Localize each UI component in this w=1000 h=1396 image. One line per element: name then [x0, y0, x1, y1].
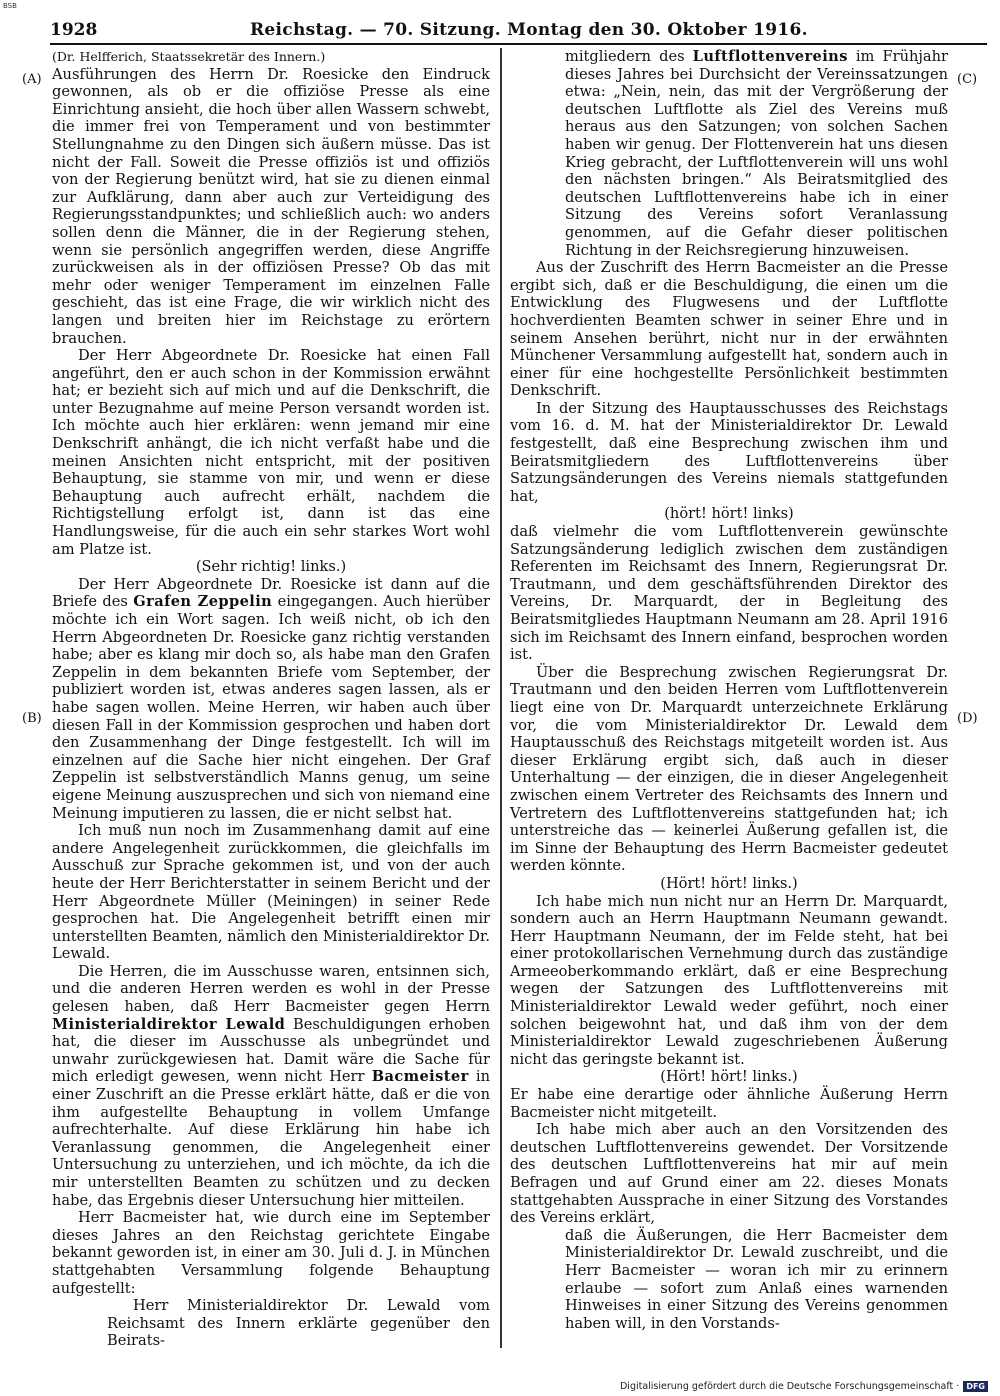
running-header: [50, 18, 987, 42]
paragraph: In der Sitzung des Hauptausschusses des Reichstags vom 16. d. M. hat der Ministerialdirektor Dr. Lewald festgestellt, daß eine Besprechung zwischen ihm und Beiratsmitgliedern des Luftflottenvereins über Satzungsänderungen des Vereins niemals stattgefunden hat,: [510, 399, 948, 505]
paragraph: daß vielmehr die vom Luftflottenverein gewünschte Satzungsänderung lediglich zwischen dem zuständigen Referenten im Reichsamt des Innern, Regierungsrat Dr. Trautmann, und dem geschäftsführenden Direktor des Vereins, Dr. Marquardt, der in Begleitung des Beiratsmitgliedes Hauptmann Neumann am 28. April 1916 sich im Reichsamt des Innern einfand, besprochen worden ist.: [510, 523, 948, 664]
page-title: Reichstag. — 70. Sitzung. Montag den 30. Oktober 1916.: [250, 20, 808, 40]
margin-mark-b: (B): [22, 711, 42, 726]
paragraph: Die Herren, die im Ausschusse waren, entsinnen sich, und die anderen Herren werden es wohl in der Presse gelesen haben, daß Herr Bacmeister gegen Herrn Ministerialdirektor Lewald Beschuldigungen erhoben hat, die dieser im Ausschusse als unbegründet und unwahr zurückgewiesen hat. Damit wäre die Sache für mich erledigt gewesen, wenn nicht Herr Bacmeister in einer Zuschrift an die Presse erklärt hätte, daß er die von ihm aufgestellte Behauptung in vollem Umfange aufrechterhalte. Auf diese Erklärung hin habe ich Veranlassung genommen, die Angelegenheit einer Untersuchung zu unterziehen, und ich möchte, da ich die mir unterstellten Beamten zu schützen und zu decken habe, das Ergebnis dieser Untersuchung hier mitteilen.: [52, 962, 490, 1209]
page-number: 1928: [50, 20, 98, 40]
paragraph: Er habe eine derartige oder ähnliche Äußerung Herrn Bacmeister nicht mitgeteilt.: [510, 1086, 948, 1121]
paragraph: Ich habe mich nun nicht nur an Herrn Dr. Marquardt, sondern auch an Herrn Hauptmann Neumann gewandt. Herr Hauptmann Neumann, der im Felde steht, hat bei einer protokollarischen Vernehmung durch das zuständige Armeeoberkommando erklärt, daß er eine Besprechung wegen der Satzungen des Luftflottenvereins mit Ministerialdirektor Lewald weder geführt, noch einer solchen beigewohnt hat, und daß ihm von der dem Ministerialdirektor Lewald zugeschriebenen Äußerung nicht das geringste bekannt ist.: [510, 892, 948, 1068]
header-rule: [50, 43, 987, 45]
interjection: (Hört! hört! links.): [660, 1068, 798, 1086]
left-column: [52, 48, 490, 1350]
speaker-attribution: (Dr. Helfferich, Staatssekretär des Innern.): [52, 49, 326, 64]
paragraph: Herr Bacmeister hat, wie durch eine im September dieses Jahres an den Reichstag gerichtete Eingabe bekannt geworden ist, in einer am 30. Juli d. J. in München stattgehabten Versammlung folgende Behauptung aufgestellt:: [52, 1209, 490, 1297]
digitization-credit: [620, 1381, 988, 1392]
paragraph: Über die Besprechung zwischen Regierungsrat Dr. Trautmann und den beiden Herren vom Luftflottenverein liegt eine von Dr. Marquardt unterzeichnete Erklärung vor, die vom Ministerialdirektor Dr. Lewald dem Hauptausschuß des Reichstags mitgeteilt worden ist. Aus dieser Erklärung ergibt sich, daß auch in dieser Unterhaltung — der einzigen, die in dieser Angelegenheit zwischen einem Vertreter des Reichsamts des Innern und Vertretern des Luftflottenvereins stattgefunden hat; ich unterstreiche das — keinerlei Äußerung gefallen ist, die im Sinne der Behauptung des Herrn Bacmeister gedeutet werden könnte.: [510, 663, 948, 875]
paragraph: Der Herr Abgeordnete Dr. Roesicke ist dann auf die Briefe des Grafen Zeppelin eingegangen. Auch hierüber möchte ich ein Wort sagen. Ich weiß nicht, ob ich den Herrn Abgeordneten Dr. Roesicke ganz richtig verstanden habe; aber es klang mir doch so, als habe man den Grafen Zeppelin in dem bekannten Briefe vom September, der publiziert worden ist, etwas anderes sagen lassen, als er habe sagen wollen. Meine Herren, wir haben auch über diesen Fall in der Kommission gesprochen und haben dort den Zusammenhang der Dinge festgestellt. Ich will im einzelnen auf die Sache hier nicht eingehen. Der Graf Zeppelin ist selbstverständlich Manns genug, um seine eigene Meinung auszusprechen und sich von niemand eine Meinung imputieren zu lassen, die er nicht selbst hat.: [52, 575, 490, 822]
paragraph: Aus der Zuschrift des Herrn Bacmeister an die Presse ergibt sich, daß er die Beschuldigung, die einen um die Entwicklung des Flugwesens und der Luftflotte hochverdienten Beamten schwer in seiner Ehre und in seinem Ansehen berührt, nicht nur in der erwähnten Münchener Versammlung aufgestellt hat, sondern auch in einer für eine hochgestellte Persönlichkeit bestimmten Denkschrift.: [510, 259, 948, 400]
paragraph: Der Herr Abgeordnete Dr. Roesicke hat einen Fall angeführt, den er auch schon in der Kommission erwähnt hat; er bezieht sich auf mich und auf die Denkschrift, die unter Bezugnahme auf meine Person versandt worden ist. Ich möchte auch hier erklären: wenn jemand mir eine Denkschrift anhängt, die ich nicht verfaßt habe und die meinen Ansichten nicht entspricht, mit der positiven Behauptung, sie stamme von mir, und wenn er diese Behauptung auch aufrecht erhält, nachdem die Richtigstellung erfolgt ist, dann ist das eine Handlungsweise, für die auch ein sehr starkes Wort wohl am Platze ist.: [52, 347, 490, 558]
block-quote-continued: mitgliedern des Luftflottenvereins im Frühjahr dieses Jahres bei Durchsicht der Vereinssatzungen etwa: „Nein, nein, das mit der Vergrößerung der deutschen Luftflotte als Ziel des Vereins muß heraus aus den Satzungen; von solchen Sachen haben wir genug. Der Flottenverein hat uns diesen Krieg gebracht, der Luftflottenverein will uns wohl den nächsten bringen.“ Als Beiratsmitglied des deutschen Luftflottenvereins habe ich in einer Sitzung des Vereins sofort Veranlassung genommen, auf die Gefahr dieser politischen Richtung in der Reichsregierung hinzuweisen.: [565, 48, 948, 259]
library-mark: BSB: [3, 2, 17, 10]
right-column: [510, 48, 948, 1332]
interjection: (Hört! hört! links.): [660, 874, 798, 892]
interjection: (Sehr richtig! links.): [195, 558, 347, 576]
interjection: (hört! hört! links): [664, 505, 794, 523]
margin-mark-c: (C): [957, 72, 978, 87]
column-separator: [500, 48, 502, 1348]
paragraph: Ich muß nun noch im Zusammenhang damit auf eine andere Angelegenheit zurückkommen, die gleichfalls im Ausschuß zur Sprache gekommen ist, und von der auch heute der Herr Berichterstatter in seinem Bericht und der Herr Abgeordnete Müller (Meiningen) in seiner Rede gesprochen hat. Die Angelegenheit betrifft einen mir unterstellten Beamten, nämlich den Ministerialdirektor Dr. Lewald.: [52, 822, 490, 963]
margin-mark-d: (D): [957, 711, 978, 726]
block-quote: Herr Ministerialdirektor Dr. Lewald vom Reichsamt des Innern erklärte gegenüber den Beirats-: [107, 1297, 490, 1350]
paragraph: Ausführungen des Herrn Dr. Roesicke den Eindruck gewonnen, als ob er die offiziöse Presse als eine Einrichtung ansieht, die hoch über allen Wassern schwebt, die immer frei von Temperament und von bestimmter Stellungnahme zu den Dingen sich äußern müsse. Das ist nicht der Fall. Soweit die Presse offiziös ist und offiziös von der Regierung benützt wird, hat sie zu dienen einmal zur Aufklärung, dann aber auch zur Verteidigung des Regierungsstandpunktes; und schließlich auch: wo anders sollen denn die Männer, die in der Regierung stehen, wenn sie persönlich angegriffen werden, diese Angriffe zurückweisen als in der offiziösen Presse? Ob das mit mehr oder weniger Temperament im einzelnen Falle geschieht, das ist eine Frage, die wir wirklich nicht des langen und breiten hier im Reichstage zu erörtern brauchen.: [52, 65, 490, 347]
credit-text: Digitalisierung gefördert durch die Deutsche Forschungsgemeinschaft ·: [619, 1381, 960, 1392]
dfg-logo: DFG: [963, 1381, 988, 1392]
margin-mark-a: (A): [22, 72, 42, 87]
block-quote: daß die Äußerungen, die Herr Bacmeister dem Ministerialdirektor Dr. Lewald zuschreibt, und die Herr Bacmeister — woran ich mir zu erinnern erlaube — sofort zum Anlaß eines warnenden Hinweises in einer Sitzung des Vereins genommen haben will, in den Vorstands-: [565, 1226, 948, 1332]
paragraph: Ich habe mich aber auch an den Vorsitzenden des deutschen Luftflottenvereins gewendet. Der Vorsitzende des deutschen Luftflottenvereins hat mir auf mein Befragen und auf Grund einer am 22. dieses Monats stattgehabten Aussprache in einer Sitzung des Vorstandes des Vereins erklärt,: [510, 1121, 948, 1227]
